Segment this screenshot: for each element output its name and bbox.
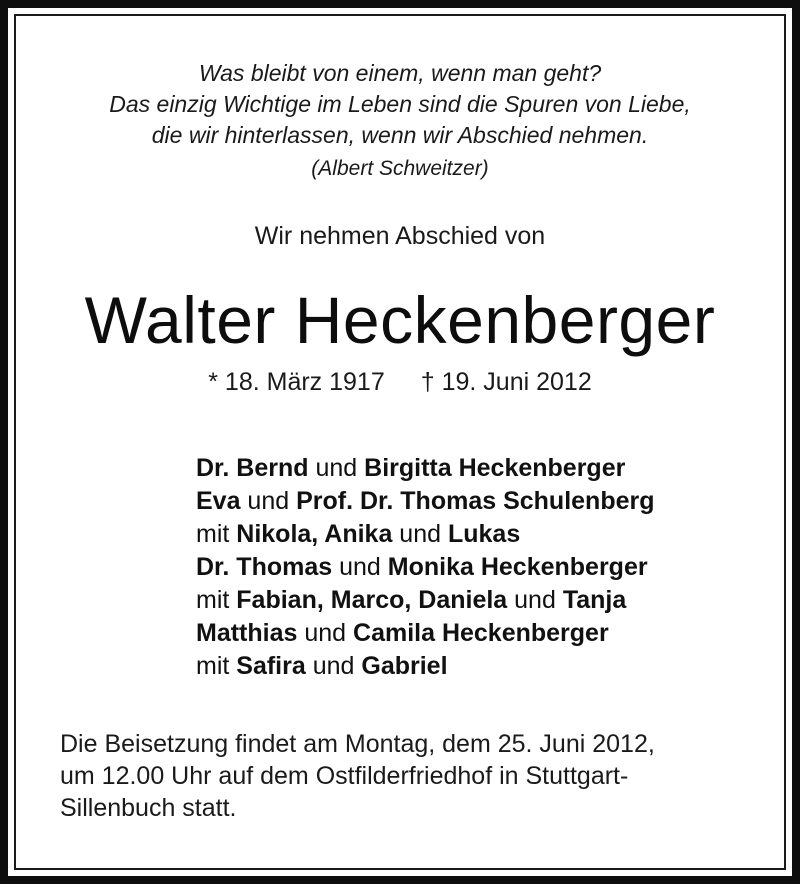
burial-line: um 12.00 Uhr auf dem Ostfilderfriedhof in Stuttgart- [60, 762, 629, 790]
burial-line: Sillenbuch statt. [60, 794, 237, 822]
mourner-name: Eva [196, 487, 241, 515]
mourner-connector: und [308, 454, 365, 482]
mourner-connector: und [392, 520, 448, 548]
burial-line: Die Beisetzung findet am Montag, dem 25. Juni 2012, [60, 730, 655, 758]
mourners-list [196, 452, 756, 683]
quote-author: (Albert Schweitzer) [311, 157, 489, 180]
quote-line: Was bleibt von einem, wenn man geht? [198, 60, 602, 86]
mourner-connector: mit [196, 652, 237, 680]
mourner-connector: und [507, 586, 563, 614]
life-dates [0, 366, 800, 398]
mourner-name: Dr. Thomas [196, 553, 333, 581]
birth-date: * 18. März 1917 [208, 368, 385, 396]
farewell-intro: Wir nehmen Abschied von [254, 222, 546, 250]
mourner-connector: und [297, 619, 354, 647]
mourner-name: Tanja [562, 586, 627, 614]
mourner-row [196, 617, 756, 650]
mourner-name: Prof. Dr. Thomas Schulenberg [296, 487, 655, 515]
quote-line: die wir hinterlassen, wenn wir Abschied nehmen. [151, 122, 649, 148]
mourner-connector: und [240, 487, 297, 515]
mourner-name: Matthias [196, 619, 298, 647]
mourner-connector: und [332, 553, 388, 581]
quote-line: Das einzig Wichtige im Leben sind die Spuren von Liebe, [109, 91, 691, 117]
mourner-row [196, 584, 756, 617]
mourner-name: Safira [236, 652, 306, 680]
mourner-name: Birgitta Heckenberger [364, 454, 626, 482]
death-date: † 19. Juni 2012 [420, 368, 592, 396]
burial-notice [60, 728, 760, 824]
mourner-name: Dr. Bernd [196, 454, 309, 482]
mourner-name: Lukas [447, 520, 521, 548]
mourner-name: Gabriel [361, 652, 448, 680]
deceased-name: Walter Heckenberger [84, 283, 716, 357]
mourner-row [196, 452, 756, 485]
mourner-connector: mit [196, 586, 237, 614]
mourner-connector: und [305, 652, 362, 680]
mourner-row [196, 518, 756, 551]
mourner-row [196, 650, 756, 683]
mourner-name: Fabian, Marco, Daniela [236, 586, 508, 614]
mourner-name: Monika Heckenberger [387, 553, 648, 581]
mourner-name: Nikola, Anika [236, 520, 393, 548]
mourner-name: Camila Heckenberger [353, 619, 609, 647]
memorial-quote [0, 58, 800, 184]
mourner-row [196, 551, 756, 584]
mourner-connector: mit [196, 520, 237, 548]
mourner-row [196, 485, 756, 518]
